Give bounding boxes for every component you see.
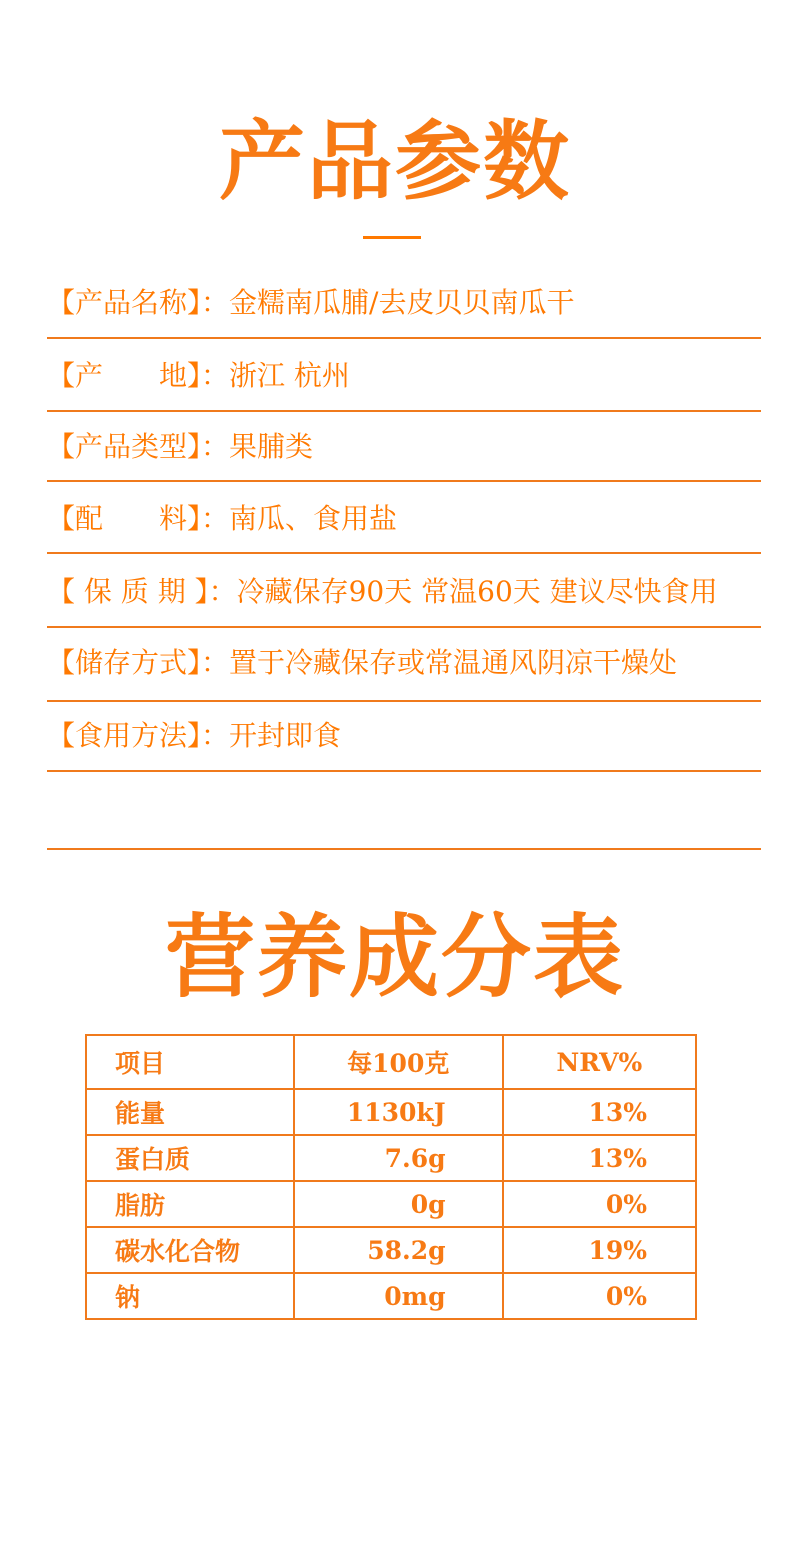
param-value: 南瓜、食用盐 bbox=[229, 502, 398, 535]
param-value: 置于冷藏保存或常温通风阴凉干燥处 bbox=[229, 646, 678, 679]
table-row bbox=[86, 1089, 696, 1135]
param-label: 【产品名称】： bbox=[47, 286, 230, 319]
param-label: 【配 料】： bbox=[47, 502, 230, 535]
header-nrv: NRV% bbox=[503, 1035, 696, 1089]
section-divider bbox=[47, 848, 761, 850]
divider bbox=[47, 480, 761, 482]
title-underline bbox=[363, 236, 421, 239]
divider bbox=[47, 700, 761, 702]
param-value: 果脯类 bbox=[229, 430, 314, 463]
nutrient-name: 能量 bbox=[86, 1089, 294, 1135]
table-header-row bbox=[86, 1035, 696, 1089]
nutrient-nrv: 19% bbox=[503, 1227, 696, 1273]
param-row-name bbox=[47, 281, 761, 353]
header-item: 项目 bbox=[86, 1035, 294, 1089]
param-label: 【产 地】： bbox=[47, 359, 230, 392]
divider bbox=[47, 337, 761, 339]
param-row-shelf-life bbox=[47, 570, 761, 642]
header-per100g: 每100克 bbox=[294, 1035, 503, 1089]
param-row-storage bbox=[47, 641, 761, 713]
table-row bbox=[86, 1227, 696, 1273]
nutrient-amount: 1130kJ bbox=[294, 1089, 503, 1135]
nutrient-name: 钠 bbox=[86, 1273, 294, 1319]
param-label: 【食用方法】： bbox=[47, 719, 230, 752]
divider bbox=[47, 626, 761, 628]
param-label: 【储存方式】： bbox=[47, 646, 230, 679]
param-row-origin bbox=[47, 354, 761, 426]
nutrient-nrv: 0% bbox=[503, 1273, 696, 1319]
param-value: 开封即食 bbox=[229, 719, 342, 752]
nutrient-nrv: 13% bbox=[503, 1135, 696, 1181]
nutrient-amount: 7.6g bbox=[294, 1135, 503, 1181]
param-row-type bbox=[47, 425, 761, 497]
nutrition-title: 营养成分表 bbox=[165, 904, 625, 1010]
nutrient-nrv: 0% bbox=[503, 1181, 696, 1227]
divider bbox=[47, 552, 761, 554]
param-label: 【 保 质 期 】： bbox=[47, 575, 237, 608]
param-row-ingredients bbox=[47, 497, 761, 569]
nutrient-amount: 58.2g bbox=[294, 1227, 503, 1273]
nutrition-table bbox=[85, 1034, 697, 1320]
nutrient-name: 碳水化合物 bbox=[86, 1227, 294, 1273]
param-value: 冷藏保存90天 常温60天 建议尽快食用 bbox=[236, 575, 718, 608]
table-row bbox=[86, 1273, 696, 1319]
param-value: 浙江 杭州 bbox=[229, 359, 350, 392]
nutrient-amount: 0g bbox=[294, 1181, 503, 1227]
param-label: 【产品类型】： bbox=[47, 430, 230, 463]
divider bbox=[47, 770, 761, 772]
nutrient-amount: 0mg bbox=[294, 1273, 503, 1319]
param-value: 金糯南瓜脯/去皮贝贝南瓜干 bbox=[229, 286, 575, 319]
nutrient-name: 脂肪 bbox=[86, 1181, 294, 1227]
param-row-usage bbox=[47, 714, 761, 786]
product-params-title: 产品参数 bbox=[219, 111, 571, 212]
nutrient-nrv: 13% bbox=[503, 1089, 696, 1135]
nutrient-name: 蛋白质 bbox=[86, 1135, 294, 1181]
table-row bbox=[86, 1181, 696, 1227]
table-row bbox=[86, 1135, 696, 1181]
divider bbox=[47, 410, 761, 412]
